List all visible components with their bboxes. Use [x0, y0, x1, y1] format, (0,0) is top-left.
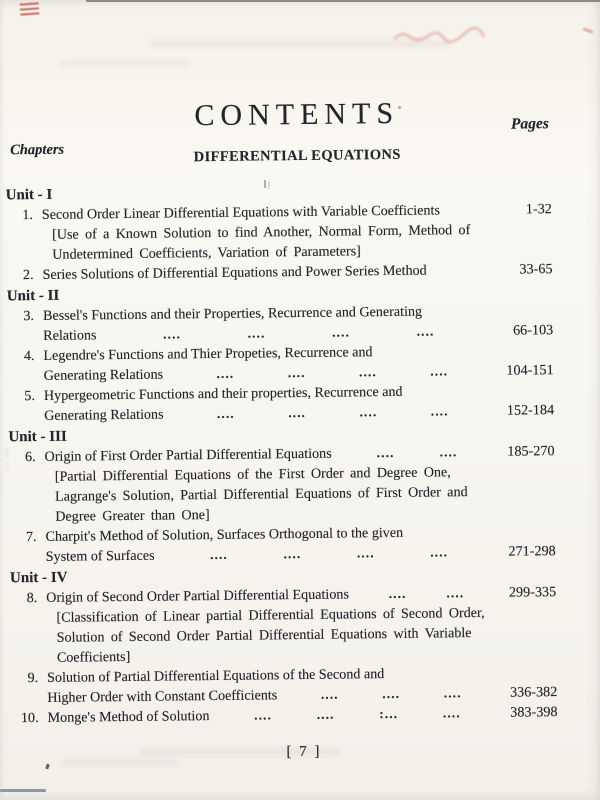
- chapter-number: 9.: [27, 669, 39, 687]
- page-range: 33-65: [519, 261, 553, 278]
- dot-leader-group: ....: [443, 685, 462, 701]
- chapters-column-label: Chapters: [10, 141, 65, 159]
- dot-leader-group: ....: [416, 323, 435, 339]
- dot-leader-group: ....: [320, 686, 339, 702]
- toc-unit: [7, 280, 555, 426]
- chapter-title-text: System of Surfaces: [45, 547, 155, 565]
- dot-leader-group: ....: [287, 364, 306, 381]
- chapter-note-line: Lagrange's Solution, Partial Differential Equations of First Order and: [54, 484, 468, 505]
- dot-leader-group: ....: [430, 363, 449, 379]
- dot-leader-group: ....: [359, 404, 378, 420]
- page-range: 336-382: [509, 684, 558, 701]
- dot-leader-group: ....: [439, 444, 458, 460]
- bleedthrough-smudge: § 2: [4, 445, 10, 474]
- chapter-title-text: Series Solutions of Differential Equations and Power Series Method: [42, 262, 427, 283]
- chapter-title-text: Solution of Partial Differential Equations of the Second and: [47, 666, 385, 686]
- chapter-title-text: Relations: [43, 327, 97, 344]
- chapter-number: 10.: [20, 709, 39, 727]
- chapter-title-text: Generating Relations: [43, 366, 164, 384]
- page-title: CONTENTS: [194, 96, 400, 133]
- page-range: 1-32: [525, 201, 552, 218]
- unit-label: Unit - IV: [9, 569, 68, 587]
- dot-leader-group: ....: [430, 403, 449, 419]
- dot-leader-group: ....: [283, 545, 302, 562]
- dot-leaders: [440, 214, 500, 215]
- dot-leader-group: ....: [163, 326, 182, 342]
- chapter-note-line: Undetermined Coefficients, Variation of Parameters]: [52, 243, 361, 263]
- unit-label: Unit - I: [5, 186, 53, 204]
- toc-unit: [6, 179, 553, 285]
- chapter-note-line: [Classification of Linear partial Differential Equations of Second Order,: [56, 604, 485, 626]
- dot-leader-group: ....: [442, 705, 461, 721]
- page-range: 299-335: [508, 584, 557, 601]
- dot-leader-group: :...: [379, 705, 399, 722]
- book-subtitle: DIFFERENTIAL EQUATIONS: [193, 146, 401, 166]
- dot-leader-group: ....: [216, 365, 235, 381]
- page-range: 271-298: [508, 543, 556, 560]
- chapter-title-text: Legendre's Functions and Thier Propeties, Recurrence and: [43, 344, 373, 364]
- chapter-number: 6.: [24, 449, 36, 466]
- dot-leaders: [349, 583, 505, 605]
- chapter-title-text: Generating Relations: [44, 406, 164, 424]
- chapter-note-line: Solution of Second Order Partial Differential Equations with Variable: [56, 625, 472, 646]
- dot-leader-group: ....: [356, 545, 375, 561]
- chapter-title-text: Origin of First Order Partial Differential Equations: [44, 445, 332, 465]
- unit-label: Unit - II: [6, 287, 60, 305]
- chapter-number: 1.: [22, 207, 33, 224]
- dot-leader-group: ....: [359, 364, 377, 380]
- chapter-title-text: Origin of Second Order Partial Differential Equations: [46, 586, 349, 606]
- chapter-note-line: Degree Greater than One]: [55, 507, 210, 525]
- page-range: 152-184: [506, 402, 555, 419]
- dot-leaders: [277, 683, 505, 706]
- chapter-title-text: Higher Order with Constant Coefficients: [47, 687, 278, 706]
- dot-leader-group: ....: [382, 685, 401, 702]
- chapter-number: 5.: [24, 388, 36, 405]
- dot-leader-group: ....: [332, 324, 351, 340]
- chapter-note-line: [Use of a Known Solution to find Another, Normal Form, Method of: [52, 222, 471, 243]
- toc-unit: [8, 421, 556, 567]
- dot-leader-group: ....: [254, 707, 273, 723]
- dot-leader-group: ....: [210, 546, 229, 563]
- chapter-title-text: Second Order Linear Differential Equations with Variable Coefficients: [41, 202, 440, 223]
- chapter-note-line: Coefficients]: [56, 648, 131, 666]
- dot-leaders: [163, 361, 502, 385]
- dot-leader-group: ....: [216, 405, 235, 421]
- chapter-number: 2.: [22, 267, 34, 284]
- chapter-number: 4.: [23, 348, 35, 365]
- dot-leader-group: ....: [247, 325, 266, 341]
- dot-leader-group: ....: [316, 706, 335, 722]
- dot-leaders: [209, 703, 505, 726]
- dot-leader-group: ....: [388, 585, 407, 602]
- page-number: [ 7 ]: [286, 743, 322, 761]
- table-of-contents: [6, 178, 558, 728]
- dot-leader-group: ....: [430, 544, 449, 560]
- pages-column-label: Pages: [510, 115, 549, 133]
- chapter-number: 3.: [23, 308, 35, 325]
- unit-label: Unit - III: [8, 428, 67, 446]
- page-range: 66-103: [512, 322, 554, 339]
- chapter-title-text: Monge's Method of Solution: [47, 708, 210, 726]
- dot-leaders: [154, 542, 503, 566]
- page-range: 104-151: [506, 362, 554, 379]
- chapter-number: 7.: [25, 528, 37, 546]
- toc-unit: [10, 562, 558, 728]
- page-range: 185-270: [507, 443, 555, 460]
- dot-leaders: [427, 274, 501, 275]
- dot-leader-group: ....: [288, 404, 307, 421]
- chapter-number: 8.: [26, 589, 38, 607]
- chapter-title-text: Hypergeometric Functions and their properties, Recurrence and: [43, 383, 403, 404]
- page-range: 383-398: [510, 704, 558, 721]
- dot-leader-group: ....: [446, 585, 465, 601]
- chapter-title-text: Charpit's Method of Solution, Surfaces Orthogonal to the given: [45, 524, 404, 545]
- dot-leader-group: ....: [376, 444, 395, 461]
- chapter-title-text: Bessel's Functions and their Properties, Recurrence and Generating: [42, 303, 423, 324]
- dot-leaders: [332, 442, 503, 464]
- chapter-note-line: [Partial Differential Equations of the First Order and Degree One,: [54, 464, 451, 485]
- dot-leaders: [163, 401, 502, 425]
